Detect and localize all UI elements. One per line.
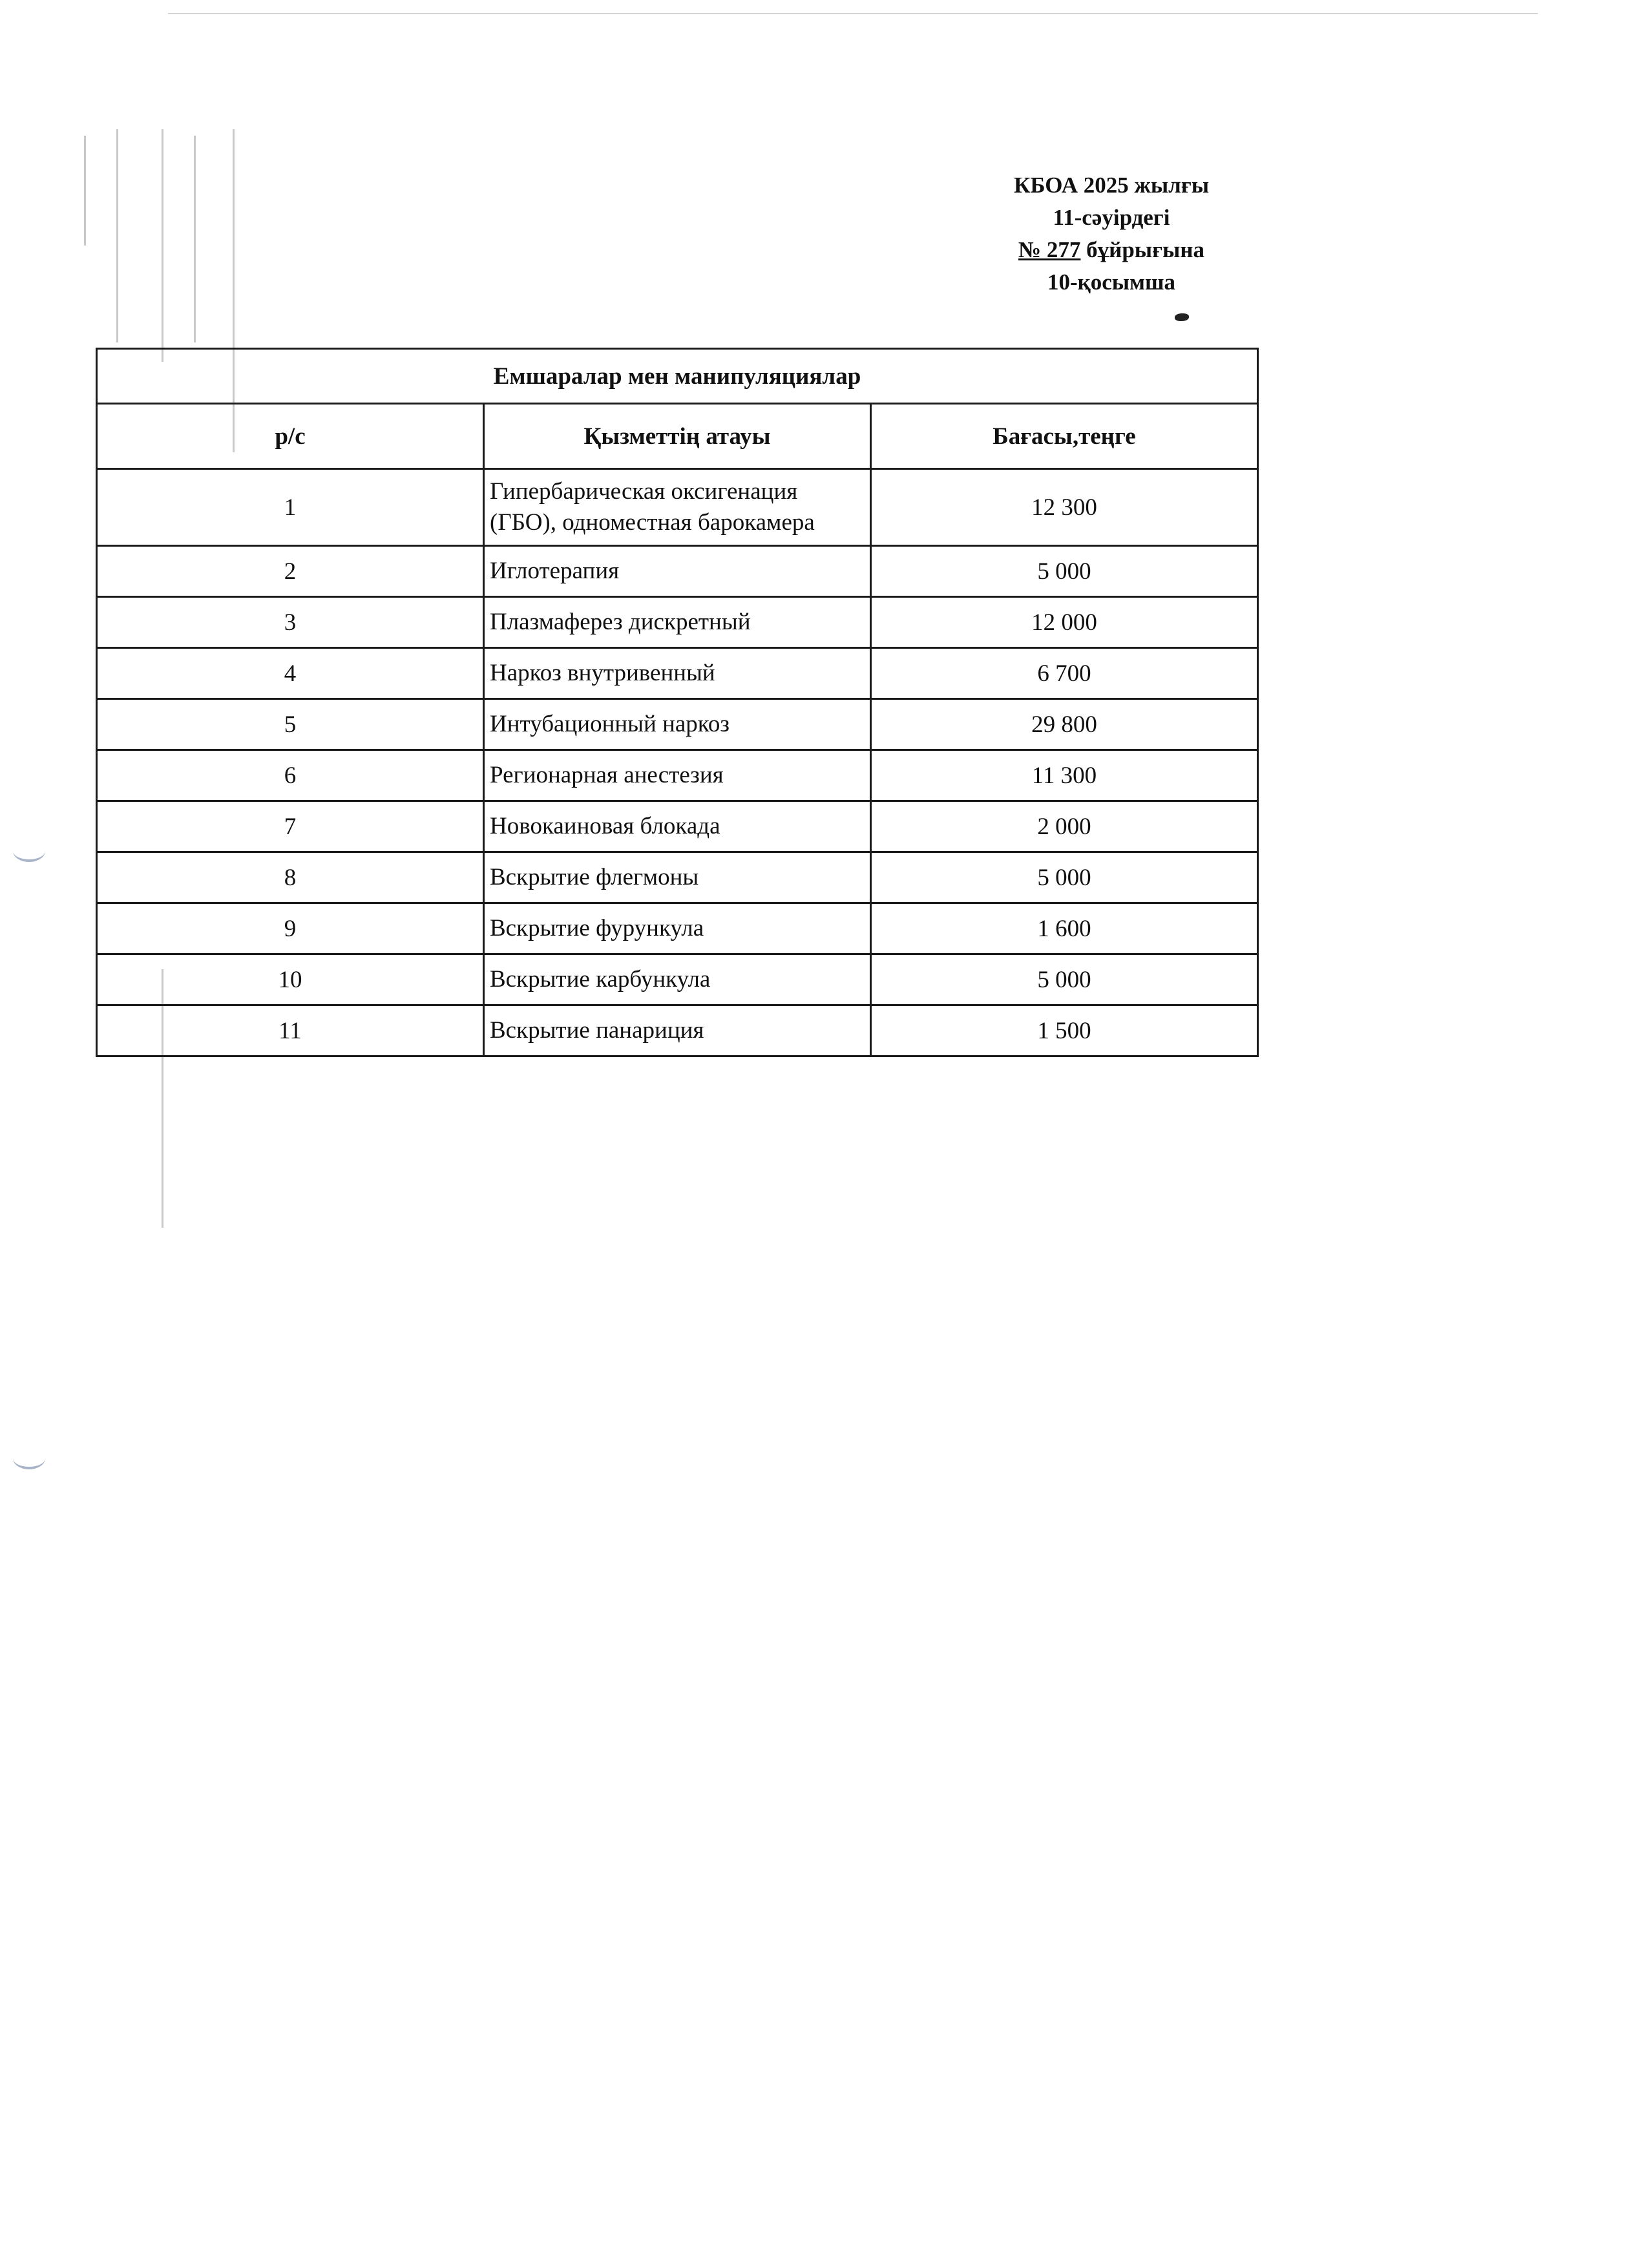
table-row — [97, 648, 1258, 699]
ink-blot — [1175, 313, 1189, 321]
row-number: 1 — [97, 469, 484, 546]
service-price: 6 700 — [871, 648, 1258, 699]
service-price: 1 600 — [871, 903, 1258, 954]
row-number: 11 — [97, 1005, 484, 1056]
table-row — [97, 597, 1258, 648]
header-line-3 — [937, 234, 1286, 266]
binder-hole-mark — [13, 840, 45, 862]
row-number: 2 — [97, 546, 484, 597]
table-row — [97, 546, 1258, 597]
table-row — [97, 852, 1258, 903]
table-row — [97, 750, 1258, 801]
service-price: 2 000 — [871, 801, 1258, 852]
table-row — [97, 1005, 1258, 1056]
table-row — [97, 469, 1258, 546]
service-price: 12 300 — [871, 469, 1258, 546]
service-price: 5 000 — [871, 954, 1258, 1005]
table-body — [97, 469, 1258, 1056]
service-price: 11 300 — [871, 750, 1258, 801]
row-number: 9 — [97, 903, 484, 954]
scan-edge-line — [168, 13, 1538, 14]
service-name: Вскрытие флегмоны — [484, 852, 871, 903]
row-number: 7 — [97, 801, 484, 852]
row-number: 3 — [97, 597, 484, 648]
service-price: 5 000 — [871, 852, 1258, 903]
header-line-4: 10-қосымша — [1047, 269, 1176, 295]
table-row — [97, 699, 1258, 750]
service-name: Новокаиновая блокада — [484, 801, 871, 852]
table-row — [97, 801, 1258, 852]
service-name: Иглотерапия — [484, 546, 871, 597]
column-header-price: Бағасы,теңге — [871, 404, 1258, 469]
price-table — [96, 348, 1259, 1057]
service-price: 5 000 — [871, 546, 1258, 597]
table-caption: Емшаралар мен манипуляциялар — [97, 349, 1258, 404]
service-name: Гипербарическая оксигенация (ГБО), одноместная барокамера — [484, 469, 871, 546]
table-row — [97, 954, 1258, 1005]
order-reference-header — [937, 169, 1286, 299]
service-name: Вскрытие карбункула — [484, 954, 871, 1005]
row-number: 10 — [97, 954, 484, 1005]
binder-hole-mark — [13, 1447, 45, 1469]
service-price: 29 800 — [871, 699, 1258, 750]
header-line-1: КБОА 2025 жылғы — [1013, 173, 1210, 198]
row-number: 8 — [97, 852, 484, 903]
service-name: Вскрытие панариция — [484, 1005, 871, 1056]
service-name: Наркоз внутривенный — [484, 648, 871, 699]
row-number: 6 — [97, 750, 484, 801]
column-header-number: р/с — [97, 404, 484, 469]
service-name: Интубационный наркоз — [484, 699, 871, 750]
row-number: 5 — [97, 699, 484, 750]
service-price: 1 500 — [871, 1005, 1258, 1056]
header-line-2: 11-сәуірдегі — [1053, 205, 1170, 230]
order-suffix: бұйрығына — [1080, 237, 1205, 262]
row-number: 4 — [97, 648, 484, 699]
service-price: 12 000 — [871, 597, 1258, 648]
service-name: Плазмаферез дискретный — [484, 597, 871, 648]
order-number: № 277 — [1018, 237, 1081, 262]
column-header-service: Қызметтің атауы — [484, 404, 871, 469]
service-name: Вскрытие фурункула — [484, 903, 871, 954]
table-row — [97, 903, 1258, 954]
service-name: Регионарная анестезия — [484, 750, 871, 801]
